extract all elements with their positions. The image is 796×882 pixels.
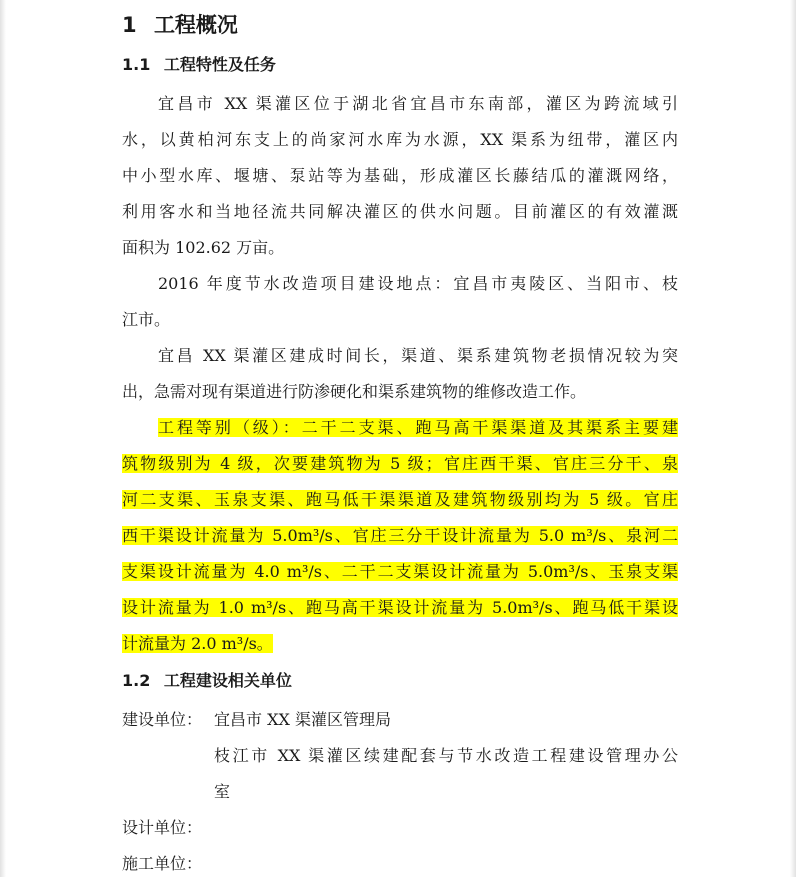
- heading-1-2-number: 1.2: [122, 671, 151, 690]
- construction-unit-value: 室: [214, 782, 231, 801]
- heading-1-2: [122, 668, 292, 694]
- heading-1: [122, 10, 238, 40]
- heading-1-1-number: 1.1: [122, 55, 151, 74]
- para3-line: 出，急需对现有渠道进行防渗硬化和渠系建筑物的维修改造工作。: [122, 382, 587, 401]
- para1-line: 中小型水库、堰塘、泵站等为基础，形成灌区长藤结瓜的灌溉网络，: [122, 166, 678, 185]
- construction-unit-value: 枝江市 XX 渠灌区续建配套与节水改造工程建设管理办公: [214, 746, 678, 765]
- para4-line-highlighted: [158, 410, 678, 446]
- highlight-span: 计流量为 2.0 m³/s。: [122, 634, 273, 653]
- para4-line-highlighted: [122, 554, 678, 590]
- highlight-span: 工程等别（级）：二干二支渠、跑马高干渠渠道及其渠系主要建: [158, 418, 678, 437]
- para1-line: 宜昌市 XX 渠灌区位于湖北省宜昌市东南部，灌区为跨流域引: [158, 94, 678, 113]
- heading-1-2-title: 工程建设相关单位: [163, 671, 292, 690]
- builder-unit-label: 施工单位：: [122, 854, 203, 873]
- construction-unit-value: 宜昌市 XX 渠灌区管理局: [214, 710, 391, 729]
- construction-unit-row: [122, 702, 391, 738]
- para1-line: 水，以黄柏河东支上的尚家河水库为水源，XX 渠系为纽带，灌区内: [122, 130, 678, 149]
- page-edge-left: [0, 0, 6, 877]
- highlight-span: 设计流量为 1.0 m³/s、跑马高干渠设计流量为 5.0m³/s、跑马低干渠设: [122, 598, 678, 617]
- heading-1-1-title: 工程特性及任务: [163, 55, 276, 74]
- para4-line-highlighted: [122, 590, 678, 626]
- page-edge-right: [790, 0, 796, 877]
- design-unit-label: 设计单位：: [122, 818, 203, 837]
- para4-line-highlighted: [122, 626, 678, 662]
- construction-unit-label: 建设单位：: [122, 710, 203, 729]
- highlight-span: 西干渠设计流量为 5.0m³/s、官庄三分干设计流量为 5.0 m³/s、泉河二: [122, 526, 678, 545]
- design-unit-row: [122, 810, 214, 846]
- heading-1-number: 1: [122, 13, 137, 37]
- highlight-span: 支渠设计流量为 4.0 m³/s、二干二支渠设计流量为 5.0m³/s、玉泉支渠: [122, 562, 678, 581]
- highlight-span: 河二支渠、玉泉支渠、跑马低干渠渠道及建筑物级别均为 5 级。官庄: [122, 490, 678, 509]
- para2-line: 2016 年度节水改造项目建设地点：宜昌市夷陵区、当阳市、枝: [158, 274, 678, 293]
- para1-line: 面积为 102.62 万亩。: [122, 238, 285, 257]
- para4-line-highlighted: [122, 446, 678, 482]
- para3-line: 宜昌 XX 渠灌区建成时间长，渠道、渠系建筑物老损情况较为突: [158, 346, 678, 365]
- para4-line-highlighted: [122, 482, 678, 518]
- para2-line: 江市。: [122, 310, 171, 329]
- para4-line-highlighted: [122, 518, 678, 554]
- heading-1-title: 工程概况: [153, 13, 238, 37]
- para1-line: 利用客水和当地径流共同解决灌区的供水问题。目前灌区的有效灌溉: [122, 202, 678, 221]
- heading-1-1: [122, 52, 276, 78]
- highlight-span: 筑物级别为 4 级，次要建筑物为 5 级；官庄西干渠、官庄三分干、泉: [122, 454, 678, 473]
